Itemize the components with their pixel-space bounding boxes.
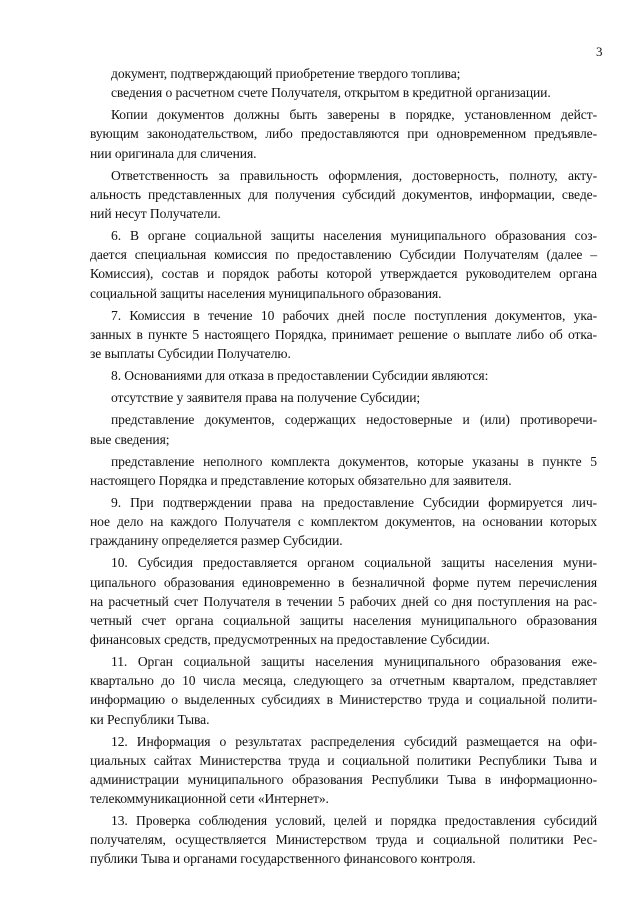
- paragraph-doc-solid-fuel: [90, 64, 597, 83]
- text-line: альность представленных для получения субсидий документов, информации, сведе-: [90, 186, 597, 202]
- text-line: квартально до 10 числа месяца, следующего за отчетным кварталом, представляет: [90, 673, 597, 689]
- paragraph-bank-account-info: [90, 83, 597, 102]
- paragraph-item-7: [90, 306, 597, 363]
- text-line: получателям, осуществляется Министерством труда и социальной политики Рес-: [90, 832, 597, 848]
- text-line: представление неполного комплекта документов, которые указаны в пункте 5: [111, 453, 597, 469]
- paragraph-item-11: [90, 652, 597, 729]
- page-number: 3: [596, 44, 603, 59]
- text-line: публики Тыва и органами государственного финансового контроля.: [90, 851, 476, 867]
- text-line: администрации муниципального образования Республики Тыва в информационно-: [90, 771, 597, 787]
- text-line: ное дело на каждого Получателя с комплектом документов, на основании которых: [90, 514, 597, 530]
- text-line: четный счет органа социальной защиты населения муниципального образования: [90, 612, 597, 628]
- paragraph-item-12: [90, 732, 597, 809]
- text-line: документ, подтверждающий приобретение твердого топлива;: [111, 66, 461, 81]
- paragraph-copies-certified: [90, 105, 597, 162]
- text-line: вые сведения;: [90, 431, 170, 447]
- text-line: Комиссия), состав и порядок работы которой утверждается руководителем органа: [90, 266, 597, 282]
- text-line: ки Республики Тыва.: [90, 711, 210, 727]
- text-line: Копии документов должны быть заверены в порядке, установленном дейст-: [111, 107, 597, 123]
- paragraph-item-8: [90, 366, 597, 385]
- text-line: телекоммуникационной сети «Интернет».: [90, 791, 329, 807]
- text-line: на расчетный счет Получателя в течении 5 рабочих дней со дня поступления на рас-: [90, 593, 597, 609]
- text-line: отсутствие у заявителя права на получение Субсидии;: [111, 390, 421, 406]
- text-line: 9. При подтверждении права на предоставление Субсидии формируется лич-: [111, 494, 597, 510]
- text-line: нии оригинала для сличения.: [90, 145, 257, 161]
- text-line: представление документов, содержащих недостоверные и (или) противоречи-: [111, 412, 597, 428]
- text-line: Ответственность за правильность оформления, достоверность, полноту, акту-: [111, 167, 597, 183]
- paragraph-item-6: [90, 226, 597, 303]
- text-line: вующим законодательством, либо предоставляются при одновременном предъявле-: [90, 126, 597, 142]
- text-line: информацию о выделенных субсидиях в Министерство труда и социальной полити-: [90, 692, 597, 708]
- text-line: 10. Субсидия предоставляется органом социальной защиты населения муни-: [111, 555, 597, 571]
- paragraph-item-13: [90, 811, 597, 868]
- paragraph-item-10: [90, 553, 597, 649]
- text-line: ципального образования единовременно в безналичной форме путем перечисления: [90, 574, 597, 590]
- text-line: занных в пункте 5 настоящего Порядка, принимает решение о выплате либо об отка-: [90, 326, 597, 342]
- paragraph-item-9: [90, 493, 597, 550]
- text-line: 8. Основаниями для отказа в предоставлении Субсидии являются:: [111, 368, 489, 384]
- text-line: настоящего Порядка и представление которых обязательно для заявителя.: [90, 472, 512, 488]
- text-line: 11. Орган социальной защиты населения муниципального образования еже-: [111, 654, 597, 670]
- text-line: зе выплаты Субсидии Получателю.: [90, 345, 291, 361]
- text-line: 12. Информация о результатах распределения субсидий размещается на офи-: [111, 733, 597, 749]
- text-line: 6. В органе социальной защиты населения муниципального образования соз-: [111, 228, 597, 244]
- document-body: [90, 64, 597, 869]
- text-line: циальных сайтах Министерства труда и социальной политики Республики Тыва и: [90, 752, 597, 768]
- paragraph-item-8-b: [90, 410, 597, 448]
- text-line: сведения о расчетном счете Получателя, открытом в кредитной организации.: [111, 85, 551, 101]
- text-line: дается специальная комиссия по предоставлению Субсидии Получателям (далее –: [90, 247, 597, 263]
- text-line: финансовых средств, предусмотренных на предоставление Субсидии.: [90, 631, 490, 647]
- paragraph-item-8-c: [90, 452, 597, 490]
- text-line: 13. Проверка соблюдения условий, целей и порядка предоставления субсидий: [111, 813, 597, 829]
- text-line: гражданину определяется размер Субсидии.: [90, 533, 343, 549]
- paragraph-responsibility: [90, 166, 597, 223]
- paragraph-item-8-a: [90, 388, 597, 407]
- text-line: социальной защиты населения муниципального образования.: [90, 285, 442, 301]
- text-line: 7. Комиссия в течение 10 рабочих дней после поступления документов, ука-: [111, 307, 597, 323]
- text-line: ний несут Получатели.: [90, 205, 221, 221]
